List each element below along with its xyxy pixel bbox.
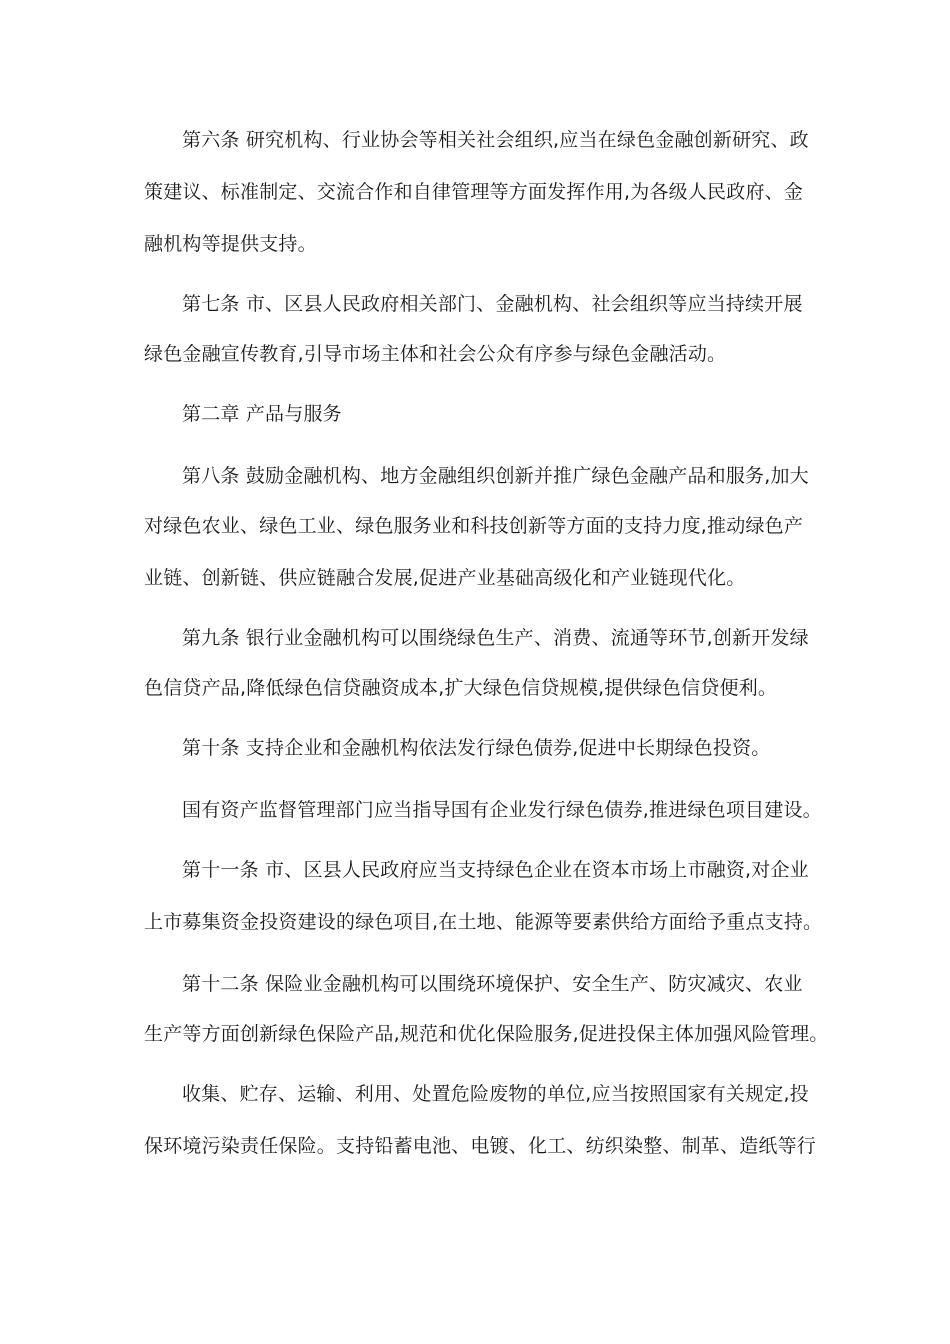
article-7-line-1: 第七条 市、区县人民政府相关部门、金融机构、社会组织等应当持续开展 [182,293,803,315]
article-12-paragraph-2-line-2: 保环境污染责任保险。支持铅蓄电池、电镀、化工、纺织染整、制革、造纸等行 [144,1135,817,1157]
article-10-line-1: 第十条 支持企业和金融机构依法发行绿色债券,促进中长期绿色投资。 [182,737,771,759]
article-11-line-1: 第十一条 市、区县人民政府应当支持绿色企业在资本市场上市融资,对企业 [182,859,809,881]
article-12-paragraph-2-line-1: 收集、贮存、运输、利用、处置危险废物的单位,应当按照国家有关规定,投 [182,1083,809,1105]
article-6-line-2: 策建议、标准制定、交流合作和自律管理等方面发挥作用,为各级人民政府、金 [144,181,804,203]
article-8-line-1: 第八条 鼓励金融机构、地方金融组织创新并推广绿色金融产品和服务,加大 [182,465,809,487]
article-9-line-2: 色信贷产品,降低绿色信贷融资成本,扩大绿色信贷规模,提供绿色信贷便利。 [144,677,778,699]
article-7-line-2: 绿色金融宣传教育,引导市场主体和社会公众有序参与绿色金融活动。 [144,343,727,365]
article-8-line-3: 业链、创新链、供应链融合发展,促进产业基础高级化和产业链现代化。 [144,567,746,589]
article-12-line-1: 第十二条 保险业金融机构可以围绕环境保护、安全生产、防灾减灾、农业 [182,973,803,995]
chapter-2-heading: 第二章 产品与服务 [182,403,342,425]
article-6-line-1: 第六条 研究机构、行业协会等相关社会组织,应当在绿色金融创新研究、政 [182,129,809,151]
article-11-line-2: 上市募集资金投资建设的绿色项目,在土地、能源等要素供给方面给予重点支持。 [144,911,823,933]
article-10-paragraph-2: 国有资产监督管理部门应当指导国有企业发行绿色债券,推进绿色项目建设。 [182,799,822,821]
article-12-line-2: 生产等方面创新绿色保险产品,规范和优化保险服务,促进投保主体加强风险管理。 [144,1023,829,1045]
article-9-line-1: 第九条 银行业金融机构可以围绕绿色生产、消费、流通等环节,创新开发绿 [182,627,809,649]
article-8-line-2: 对绿色农业、绿色工业、绿色服务业和科技创新等方面的支持力度,推动绿色产 [144,515,804,537]
article-6-line-3: 融机构等提供支持。 [144,233,317,255]
